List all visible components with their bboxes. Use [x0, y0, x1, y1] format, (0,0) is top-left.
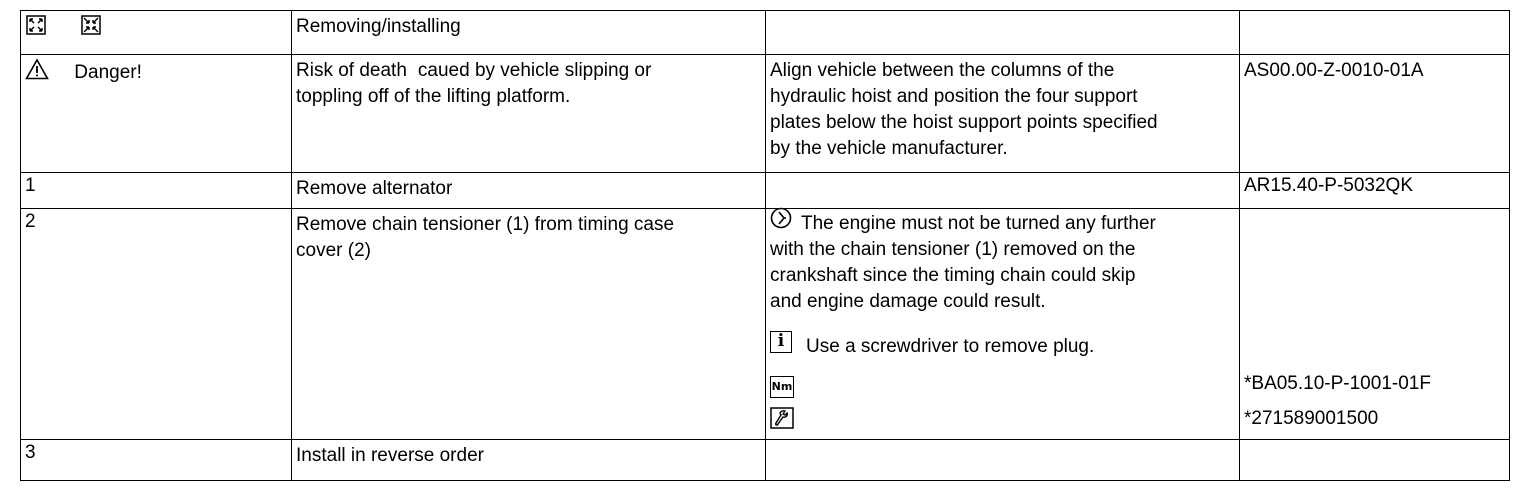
info-text: Use a screwdriver to remove plug. [806, 336, 1095, 357]
repair-procedure-table [20, 10, 1510, 481]
warning-triangle-icon [25, 58, 49, 88]
step-text-cell [291, 440, 765, 480]
expand-icon[interactable] [26, 15, 46, 43]
step-number: 3 [25, 442, 36, 463]
step-ref-cell [1239, 173, 1509, 208]
step-text-line: cover (2) [296, 240, 371, 261]
table-row [21, 208, 1509, 439]
step-text-line: Remove chain tensioner (1) from timing case [296, 214, 675, 235]
stop-caution-icon [770, 207, 792, 237]
table-row [21, 11, 1509, 54]
step-note-cell [765, 440, 1239, 480]
instruction-line: hydraulic hoist and position the four support [770, 86, 1138, 107]
table-row [21, 439, 1509, 480]
step-text: Install in reverse order [296, 445, 484, 466]
step-note-cell [765, 173, 1239, 208]
danger-label: Danger! [74, 62, 142, 84]
info-icon: i [770, 331, 792, 353]
torque-nm-icon: Nm [770, 376, 794, 398]
danger-cell [21, 55, 291, 172]
step-number-cell [21, 209, 291, 439]
table-row [21, 54, 1509, 172]
collapse-icon[interactable] [81, 15, 101, 43]
special-tool-icon [770, 407, 794, 437]
header-icons-cell [21, 11, 291, 54]
header-note-cell [765, 11, 1239, 54]
instruction-line: Align vehicle between the columns of the [770, 60, 1115, 81]
step-reference-link[interactable]: AR15.40-P-5032QK [1244, 175, 1413, 196]
header-title-cell [291, 11, 765, 54]
step-text: Remove alternator [296, 178, 453, 199]
step-number-cell [21, 173, 291, 208]
step-ref-cell [1239, 440, 1509, 480]
step-text-cell [291, 209, 765, 439]
risk-text-line-2: toppling off of the lifting platform. [296, 86, 571, 107]
torque-reference-link[interactable]: *BA05.10-P-1001-01F [1244, 373, 1431, 394]
risk-title: Risk of death [296, 60, 407, 81]
caution-line: The engine must not be turned any further [801, 213, 1156, 235]
tool-reference-link[interactable]: *271589001500 [1244, 408, 1379, 429]
table-row [21, 172, 1509, 208]
caution-line: and engine damage could result. [770, 291, 1046, 313]
risk-cell [291, 55, 765, 172]
danger-ref-cell [1239, 55, 1509, 172]
instruction-cell [765, 55, 1239, 172]
step-text-cell [291, 173, 765, 208]
procedure-title: Removing/installing [296, 16, 461, 37]
step-number: 1 [25, 175, 36, 196]
caution-line: crankshaft since the timing chain could skip [770, 265, 1136, 287]
step-number: 2 [25, 211, 36, 232]
step-ref-cell [1239, 209, 1509, 439]
instruction-line: by the vehicle manufacturer. [770, 138, 1008, 159]
caution-line: with the chain tensioner (1) removed on the [770, 239, 1136, 261]
instruction-line: plates below the hoist support points specified [770, 112, 1158, 133]
step-number-cell [21, 440, 291, 480]
header-ref-cell [1239, 11, 1509, 54]
step-note-cell [765, 209, 1239, 439]
danger-reference-link[interactable]: AS00.00-Z-0010-01A [1244, 60, 1424, 81]
risk-text-line-1: caued by vehicle slipping or [417, 60, 652, 81]
